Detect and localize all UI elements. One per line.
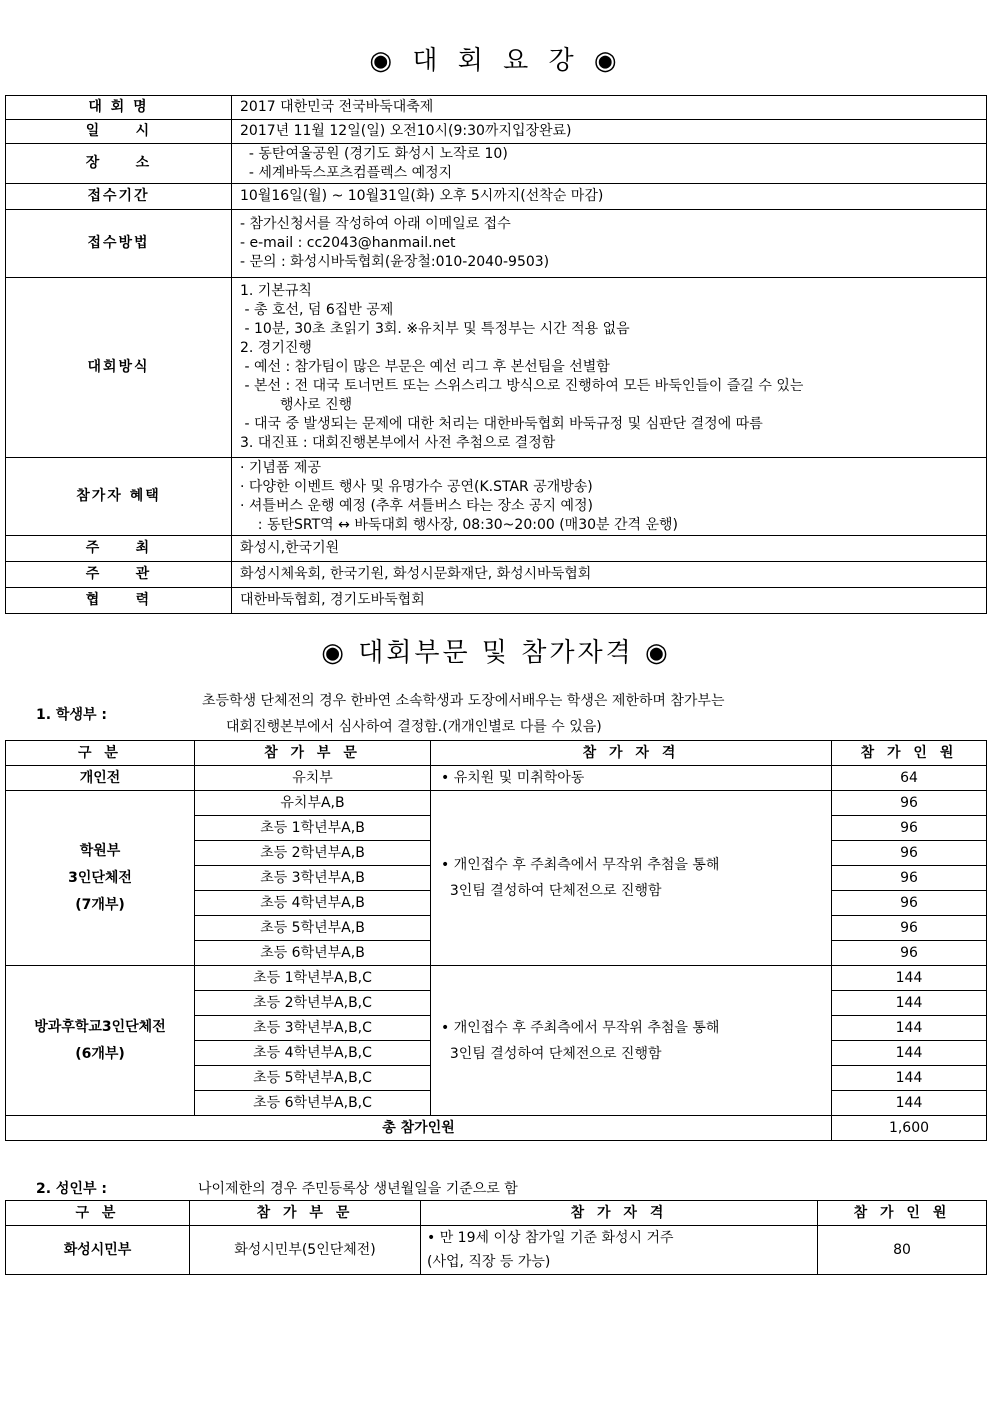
division-cell: 유치부A,B: [195, 791, 431, 816]
division-cell: 초등 6학년부A,B,C: [195, 1091, 431, 1116]
total-row: [6, 1116, 987, 1141]
qualification-cell: [431, 791, 832, 966]
info-value-line: : 동탄SRT역 ↔ 바둑대회 행사장, 08:30~20:00 (매30분 간격 운행): [240, 516, 678, 533]
column-header: 참 가 자 격: [431, 741, 832, 766]
table-row: [6, 966, 987, 991]
column-header: 참 가 인 원: [832, 741, 987, 766]
qualification-cell: [431, 966, 832, 1116]
column-header: 참 가 부 문: [190, 1201, 421, 1226]
group-line: 방과후학교3인단체전: [34, 1018, 166, 1035]
info-value-line: - 동탄여울공원 (경기도 화성시 노작로 10): [240, 145, 508, 162]
info-row: [6, 144, 987, 184]
group-line: (7개부): [75, 896, 125, 913]
table-row: [6, 1226, 987, 1275]
info-row: [6, 536, 987, 562]
count-cell: 144: [832, 1066, 987, 1091]
info-value-line: · 셔틀버스 운행 예정 (추후 셔틀버스 타는 장소 공지 예정): [240, 497, 593, 514]
column-header: 구 분: [6, 1201, 190, 1226]
info-value-line: - 대국 중 발생되는 문제에 대한 처리는 대한바둑협회 바둑규정 및 심판단 결정에 따름: [240, 416, 763, 432]
info-label: 대회방식: [6, 278, 232, 458]
student-note-line2: 대회진행본부에서 심사하여 결정함.(개개인별로 다를 수 있음): [226, 719, 602, 735]
info-row: [6, 120, 987, 144]
info-value: [232, 278, 987, 458]
column-header: 참 가 인 원: [818, 1201, 987, 1226]
event-info-table: [5, 95, 987, 614]
adult-section-label: 2. 성인부 :: [36, 1181, 107, 1197]
table-row: [6, 791, 987, 816]
qualification-cell: • 유치원 및 미취학아동: [431, 766, 832, 791]
division-cell: 초등 2학년부A,B,C: [195, 991, 431, 1016]
section-title: ◉ 대회부문 및 참가자격 ◉: [321, 638, 671, 668]
info-label: 접수방법: [6, 210, 232, 278]
info-value: [232, 96, 987, 120]
info-row: [6, 562, 987, 588]
table-header-row: [6, 1201, 987, 1226]
column-header: 참 가 자 격: [421, 1201, 818, 1226]
division-cell: 초등 5학년부A,B,C: [195, 1066, 431, 1091]
info-value-line: 2017 대한민국 전국바둑대축제: [240, 99, 434, 115]
division-cell: 화성시민부(5인단체전): [190, 1226, 421, 1275]
info-value-line: - 총 호선, 덤 6집반 공제: [240, 302, 394, 318]
qualification-cell: [421, 1226, 818, 1275]
info-value-line: 2. 경기진행: [240, 340, 312, 356]
qualification-line: • 개인접수 후 주최측에서 무작위 추첨을 통해: [441, 1019, 720, 1036]
count-cell: 96: [832, 791, 987, 816]
group-cell: 개인전: [6, 766, 195, 791]
info-row: [6, 210, 987, 278]
count-cell: 144: [832, 991, 987, 1016]
info-value-line: - 10분, 30초 초읽기 3회. ※유치부 및 특정부는 시간 적용 없음: [240, 321, 630, 337]
info-value-line: - 세계바둑스포츠컴플렉스 예정지: [240, 164, 453, 181]
qualification-line: 3인팀 결성하여 단체전으로 진행함: [441, 883, 662, 899]
info-value-line: 화성시,한국기원: [240, 540, 340, 556]
division-cell: 초등 1학년부A,B: [195, 816, 431, 841]
division-cell: 초등 3학년부A,B,C: [195, 1016, 431, 1041]
count-cell: 64: [832, 766, 987, 791]
info-value: [232, 458, 987, 536]
total-value: 1,600: [832, 1116, 987, 1141]
division-cell: 초등 2학년부A,B: [195, 841, 431, 866]
info-value-line: - 예선 : 참가팀이 많은 부문은 예선 리그 후 본선팀을 선별함: [240, 359, 610, 375]
qualification-line: (사업, 직장 등 가능): [427, 1254, 551, 1270]
student-division-table: [5, 740, 987, 1141]
info-value-line: 1. 기본규칙: [240, 283, 312, 299]
info-value-line: - 문의 : 화성시바둑협회(윤장철:010-2040-9503): [240, 254, 550, 270]
column-header: 참 가 부 문: [195, 741, 431, 766]
info-label: 주 최: [6, 536, 232, 562]
count-cell: 96: [832, 866, 987, 891]
info-value-line: 10월16일(월) ~ 10월31일(화) 오후 5시까지(선착순 마감): [240, 188, 604, 204]
count-cell: 80: [818, 1226, 987, 1275]
count-cell: 144: [832, 966, 987, 991]
main-title: ◉ 대 회 요 강 ◉: [369, 46, 623, 76]
info-label: 접수기간: [6, 184, 232, 210]
info-label: 일 시: [6, 120, 232, 144]
student-section-label: 1. 학생부 :: [36, 707, 107, 723]
info-value: [232, 562, 987, 588]
info-value: [232, 120, 987, 144]
info-value-line: · 기념품 제공: [240, 459, 321, 476]
group-line: 3인단체전: [68, 869, 132, 886]
info-label: 주 관: [6, 562, 232, 588]
division-cell: 초등 4학년부A,B: [195, 891, 431, 916]
info-value: [232, 210, 987, 278]
count-cell: 144: [832, 1041, 987, 1066]
adult-division-table: [5, 1200, 987, 1275]
division-cell: 초등 3학년부A,B: [195, 866, 431, 891]
division-cell: 초등 6학년부A,B: [195, 941, 431, 966]
info-value-line: · 다양한 이벤트 행사 및 유명가수 공연(K.STAR 공개방송): [240, 478, 593, 495]
info-label: 장 소: [6, 144, 232, 184]
info-value-line: 화성시체육회, 한국기원, 화성시문화재단, 화성시바둑협회: [240, 566, 592, 582]
info-value: [232, 588, 987, 614]
info-row: [6, 184, 987, 210]
group-cell: [6, 791, 195, 966]
count-cell: 96: [832, 841, 987, 866]
info-value-line: 대한바둑협회, 경기도바둑협회: [240, 592, 425, 608]
info-value-line: - e-mail : cc2043@hanmail.net: [240, 235, 456, 251]
info-value-line: 2017년 11월 12일(일) 오전10시(9:30까지입장완료): [240, 123, 572, 139]
count-cell: 144: [832, 1016, 987, 1041]
group-cell: 화성시민부: [6, 1226, 190, 1275]
division-cell: 초등 1학년부A,B,C: [195, 966, 431, 991]
table-row: [6, 766, 987, 791]
info-value-line: 행사로 진행: [240, 397, 353, 413]
count-cell: 144: [832, 1091, 987, 1116]
info-value: [232, 144, 987, 184]
info-label: 협 력: [6, 588, 232, 614]
info-row: [6, 588, 987, 614]
adult-note: 나이제한의 경우 주민등록상 생년월일을 기준으로 함: [198, 1181, 518, 1197]
group-line: 학원부: [79, 842, 121, 859]
qualification-line: • 개인접수 후 주최측에서 무작위 추첨을 통해: [441, 857, 720, 873]
info-label: 대 회 명: [6, 96, 232, 120]
total-label: 총 참가인원: [6, 1116, 832, 1141]
qualification-line: • 만 19세 이상 참가일 기준 화성시 거주: [427, 1230, 674, 1246]
info-value: [232, 536, 987, 562]
count-cell: 96: [832, 891, 987, 916]
student-note-line1: 초등학생 단체전의 경우 한바연 소속학생과 도장에서배우는 학생은 제한하며 참가부는: [202, 693, 725, 709]
division-cell: 초등 5학년부A,B: [195, 916, 431, 941]
info-row: [6, 458, 987, 536]
info-value-line: - 참가신청서를 작성하여 아래 이메일로 접수: [240, 216, 511, 232]
qualification-line: 3인팀 결성하여 단체전으로 진행함: [441, 1045, 662, 1062]
info-row: [6, 96, 987, 120]
info-value-line: - 본선 : 전 대국 토너먼트 또는 스위스리그 방식으로 진행하여 모든 바둑인들이 즐길 수 있는: [240, 378, 804, 394]
group-cell: [6, 966, 195, 1116]
count-cell: 96: [832, 941, 987, 966]
info-value-line: 3. 대진표 : 대회진행본부에서 사전 추첨으로 결정함: [240, 435, 556, 451]
division-cell: 초등 4학년부A,B,C: [195, 1041, 431, 1066]
column-header: 구 분: [6, 741, 195, 766]
count-cell: 96: [832, 816, 987, 841]
info-row: [6, 278, 987, 458]
info-value: [232, 184, 987, 210]
count-cell: 96: [832, 916, 987, 941]
table-header-row: [6, 741, 987, 766]
division-cell: 유치부: [195, 766, 431, 791]
info-label: 참가자 혜택: [6, 458, 232, 536]
group-line: (6개부): [75, 1045, 125, 1062]
